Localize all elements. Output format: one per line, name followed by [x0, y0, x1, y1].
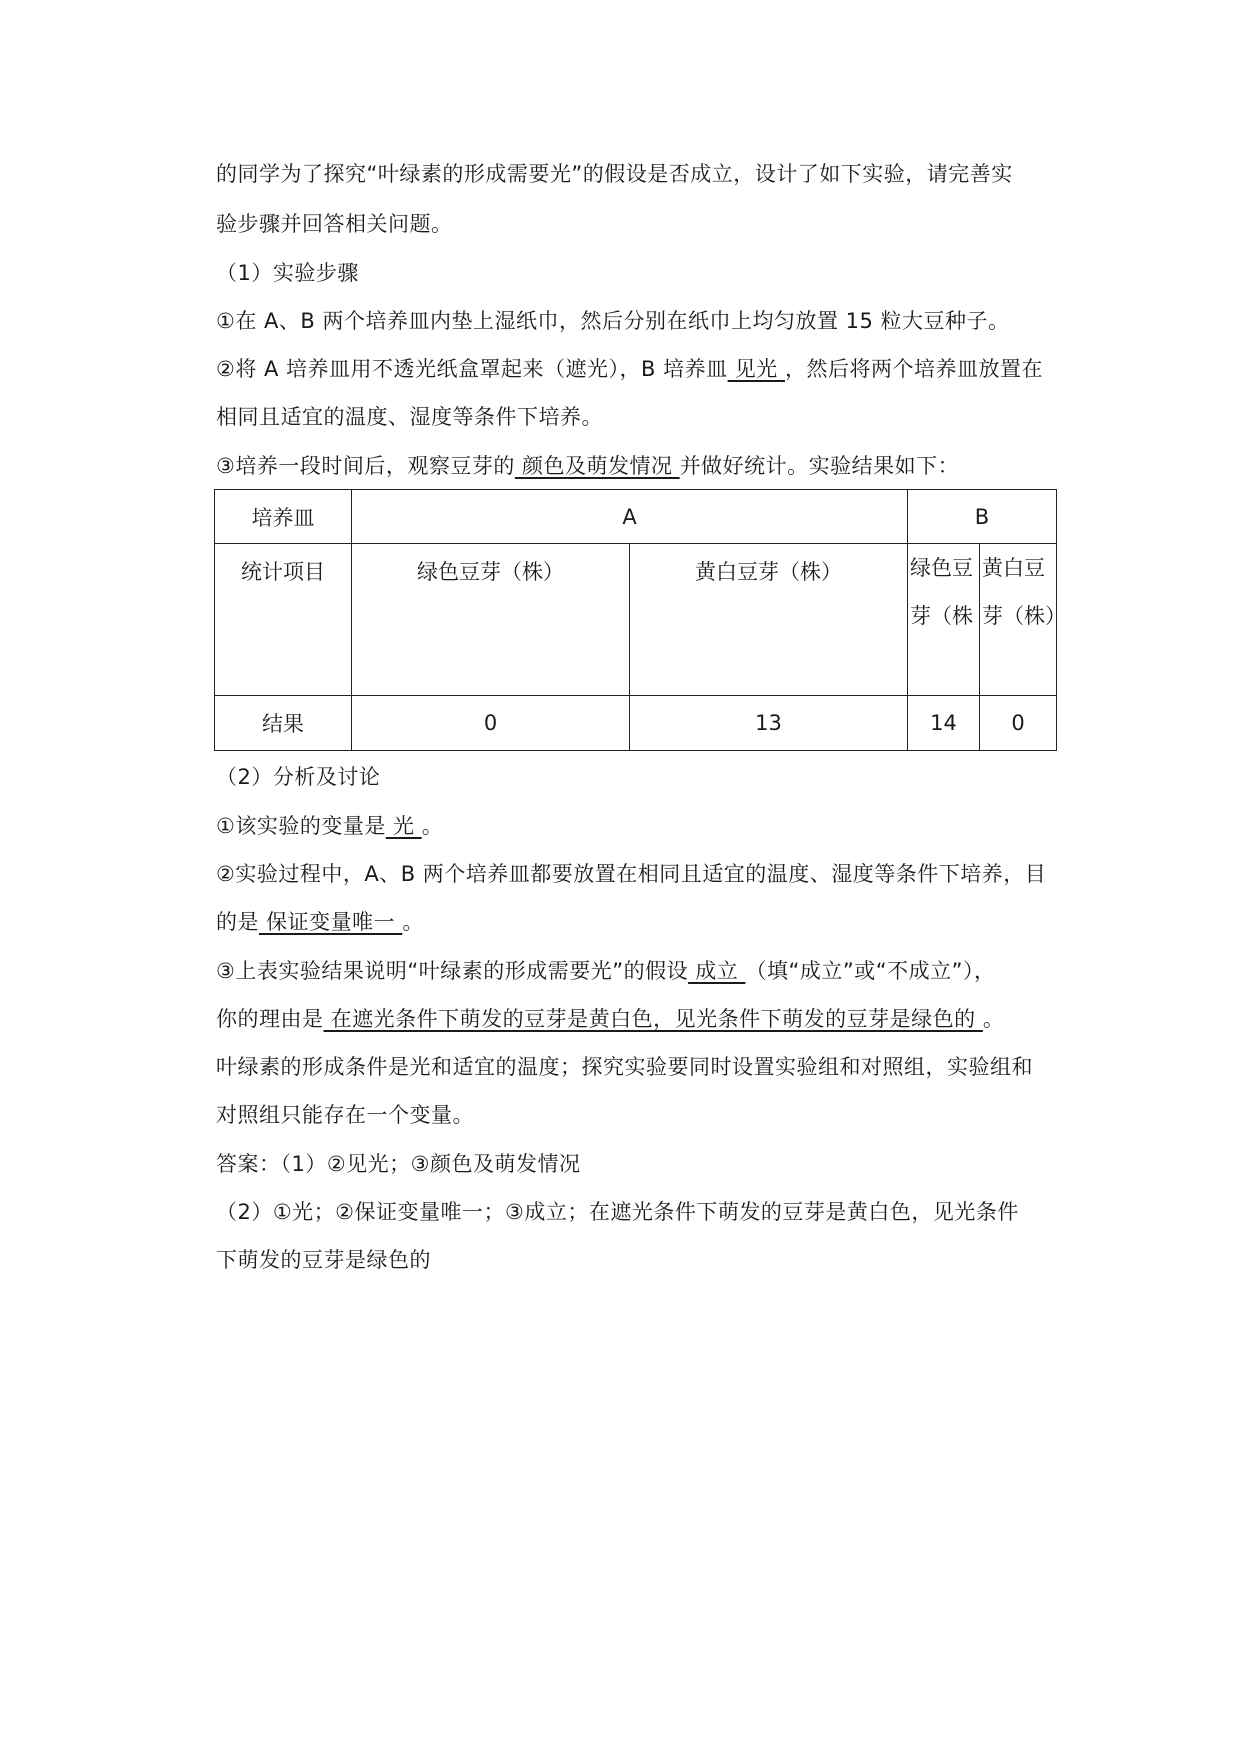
step-1: ①在 A、B 两个培养皿内垫上湿纸巾，然后分别在纸巾上均匀放置 15 粒大豆种子。: [216, 309, 1010, 333]
answer-line-1: 答案：（1）②见光；③颜色及萌发情况: [216, 1152, 581, 1176]
step-2-line-2: 相同且适宜的温度、湿度等条件下培养。: [216, 405, 603, 429]
header-a-yellow-sprouts: 黄白豆芽（株）: [630, 544, 908, 696]
question-3-answer-blank: 成立: [688, 959, 746, 983]
step-3-text-after: 并做好统计。实验结果如下：: [679, 454, 960, 478]
header-result: 结果: [215, 696, 352, 751]
header-dish: 培养皿: [215, 490, 352, 544]
question-3-reason-blank: 在遮光条件下萌发的豆芽是黄白色，见光条件下萌发的豆芽是绿色的: [323, 1007, 983, 1031]
question-1-text-after: 。: [421, 814, 444, 838]
question-2-answer-blank: 保证变量唯一: [259, 910, 403, 934]
question-2-line-1: ②实验过程中，A、B 两个培养皿都要放置在相同且适宜的温度、湿度等条件下培养，目: [216, 862, 1047, 886]
intro-line-2: 验步骤并回答相关问题。: [216, 212, 453, 236]
question-1: [216, 811, 1056, 841]
step-2-text-before: ②将 A 培养皿用不透光纸盒罩起来（遮光），B 培养皿: [216, 357, 728, 381]
header-b-yellow-sprouts: 黄白豆芽（株）: [980, 544, 1057, 696]
question-1-text-before: ①该实验的变量是: [216, 814, 386, 838]
question-2-text-after: 。: [402, 910, 424, 934]
answer-line-2: （2）①光；②保证变量唯一；③成立；在遮光条件下萌发的豆芽是黄白色，见光条件: [216, 1200, 1019, 1224]
step-3-answer-blank: 颜色及萌发情况: [514, 454, 680, 478]
header-a-green-sprouts: 绿色豆芽（株）: [352, 544, 630, 696]
question-3-reason-after: 。: [982, 1007, 1005, 1031]
header-group-a: A: [352, 490, 908, 544]
answer-line-3: 下萌发的豆芽是绿色的: [216, 1248, 431, 1272]
question-3-line-2: [216, 1004, 1056, 1034]
step-3: [216, 451, 1056, 481]
explanation-line-1: 叶绿素的形成条件是光和适宜的温度；探究实验要同时设置实验组和对照组，实验组和: [216, 1055, 1033, 1079]
result-b-yellow: 0: [980, 696, 1057, 751]
step-2-answer-blank: 见光: [727, 357, 785, 381]
explanation-line-2: 对照组只能存在一个变量。: [216, 1103, 474, 1127]
header-b-green-sprouts: 绿色豆芽（株: [908, 544, 980, 696]
intro-line-1: 的同学为了探究“叶绿素的形成需要光”的假设是否成立，设计了如下实验，请完善实: [216, 162, 1013, 186]
question-3-reason-before: 你的理由是: [216, 1007, 324, 1031]
results-table: [214, 489, 1066, 751]
header-group-b: B: [908, 490, 1057, 544]
step-2: [216, 354, 1056, 384]
question-1-answer-blank: 光: [385, 814, 422, 838]
part1-heading: （1）实验步骤: [216, 261, 359, 285]
part2-heading: （2）分析及讨论: [216, 765, 381, 789]
header-stat-item: 统计项目: [215, 544, 352, 696]
result-b-green: 14: [908, 696, 980, 751]
question-2-text-before: 的是: [216, 910, 259, 934]
question-3-text-before: ③上表实验结果说明“叶绿素的形成需要光”的假设: [216, 959, 689, 983]
question-3-line-1: [216, 956, 1056, 986]
step-2-text-after: ，然后将两个培养皿放置在: [784, 357, 1043, 381]
question-2-line-2: [216, 907, 1056, 937]
result-a-yellow: 13: [630, 696, 908, 751]
result-a-green: 0: [352, 696, 630, 751]
step-3-text-before: ③培养一段时间后，观察豆芽的: [216, 454, 515, 478]
question-3-text-after: （填“成立”或“不成立”），: [745, 959, 996, 983]
